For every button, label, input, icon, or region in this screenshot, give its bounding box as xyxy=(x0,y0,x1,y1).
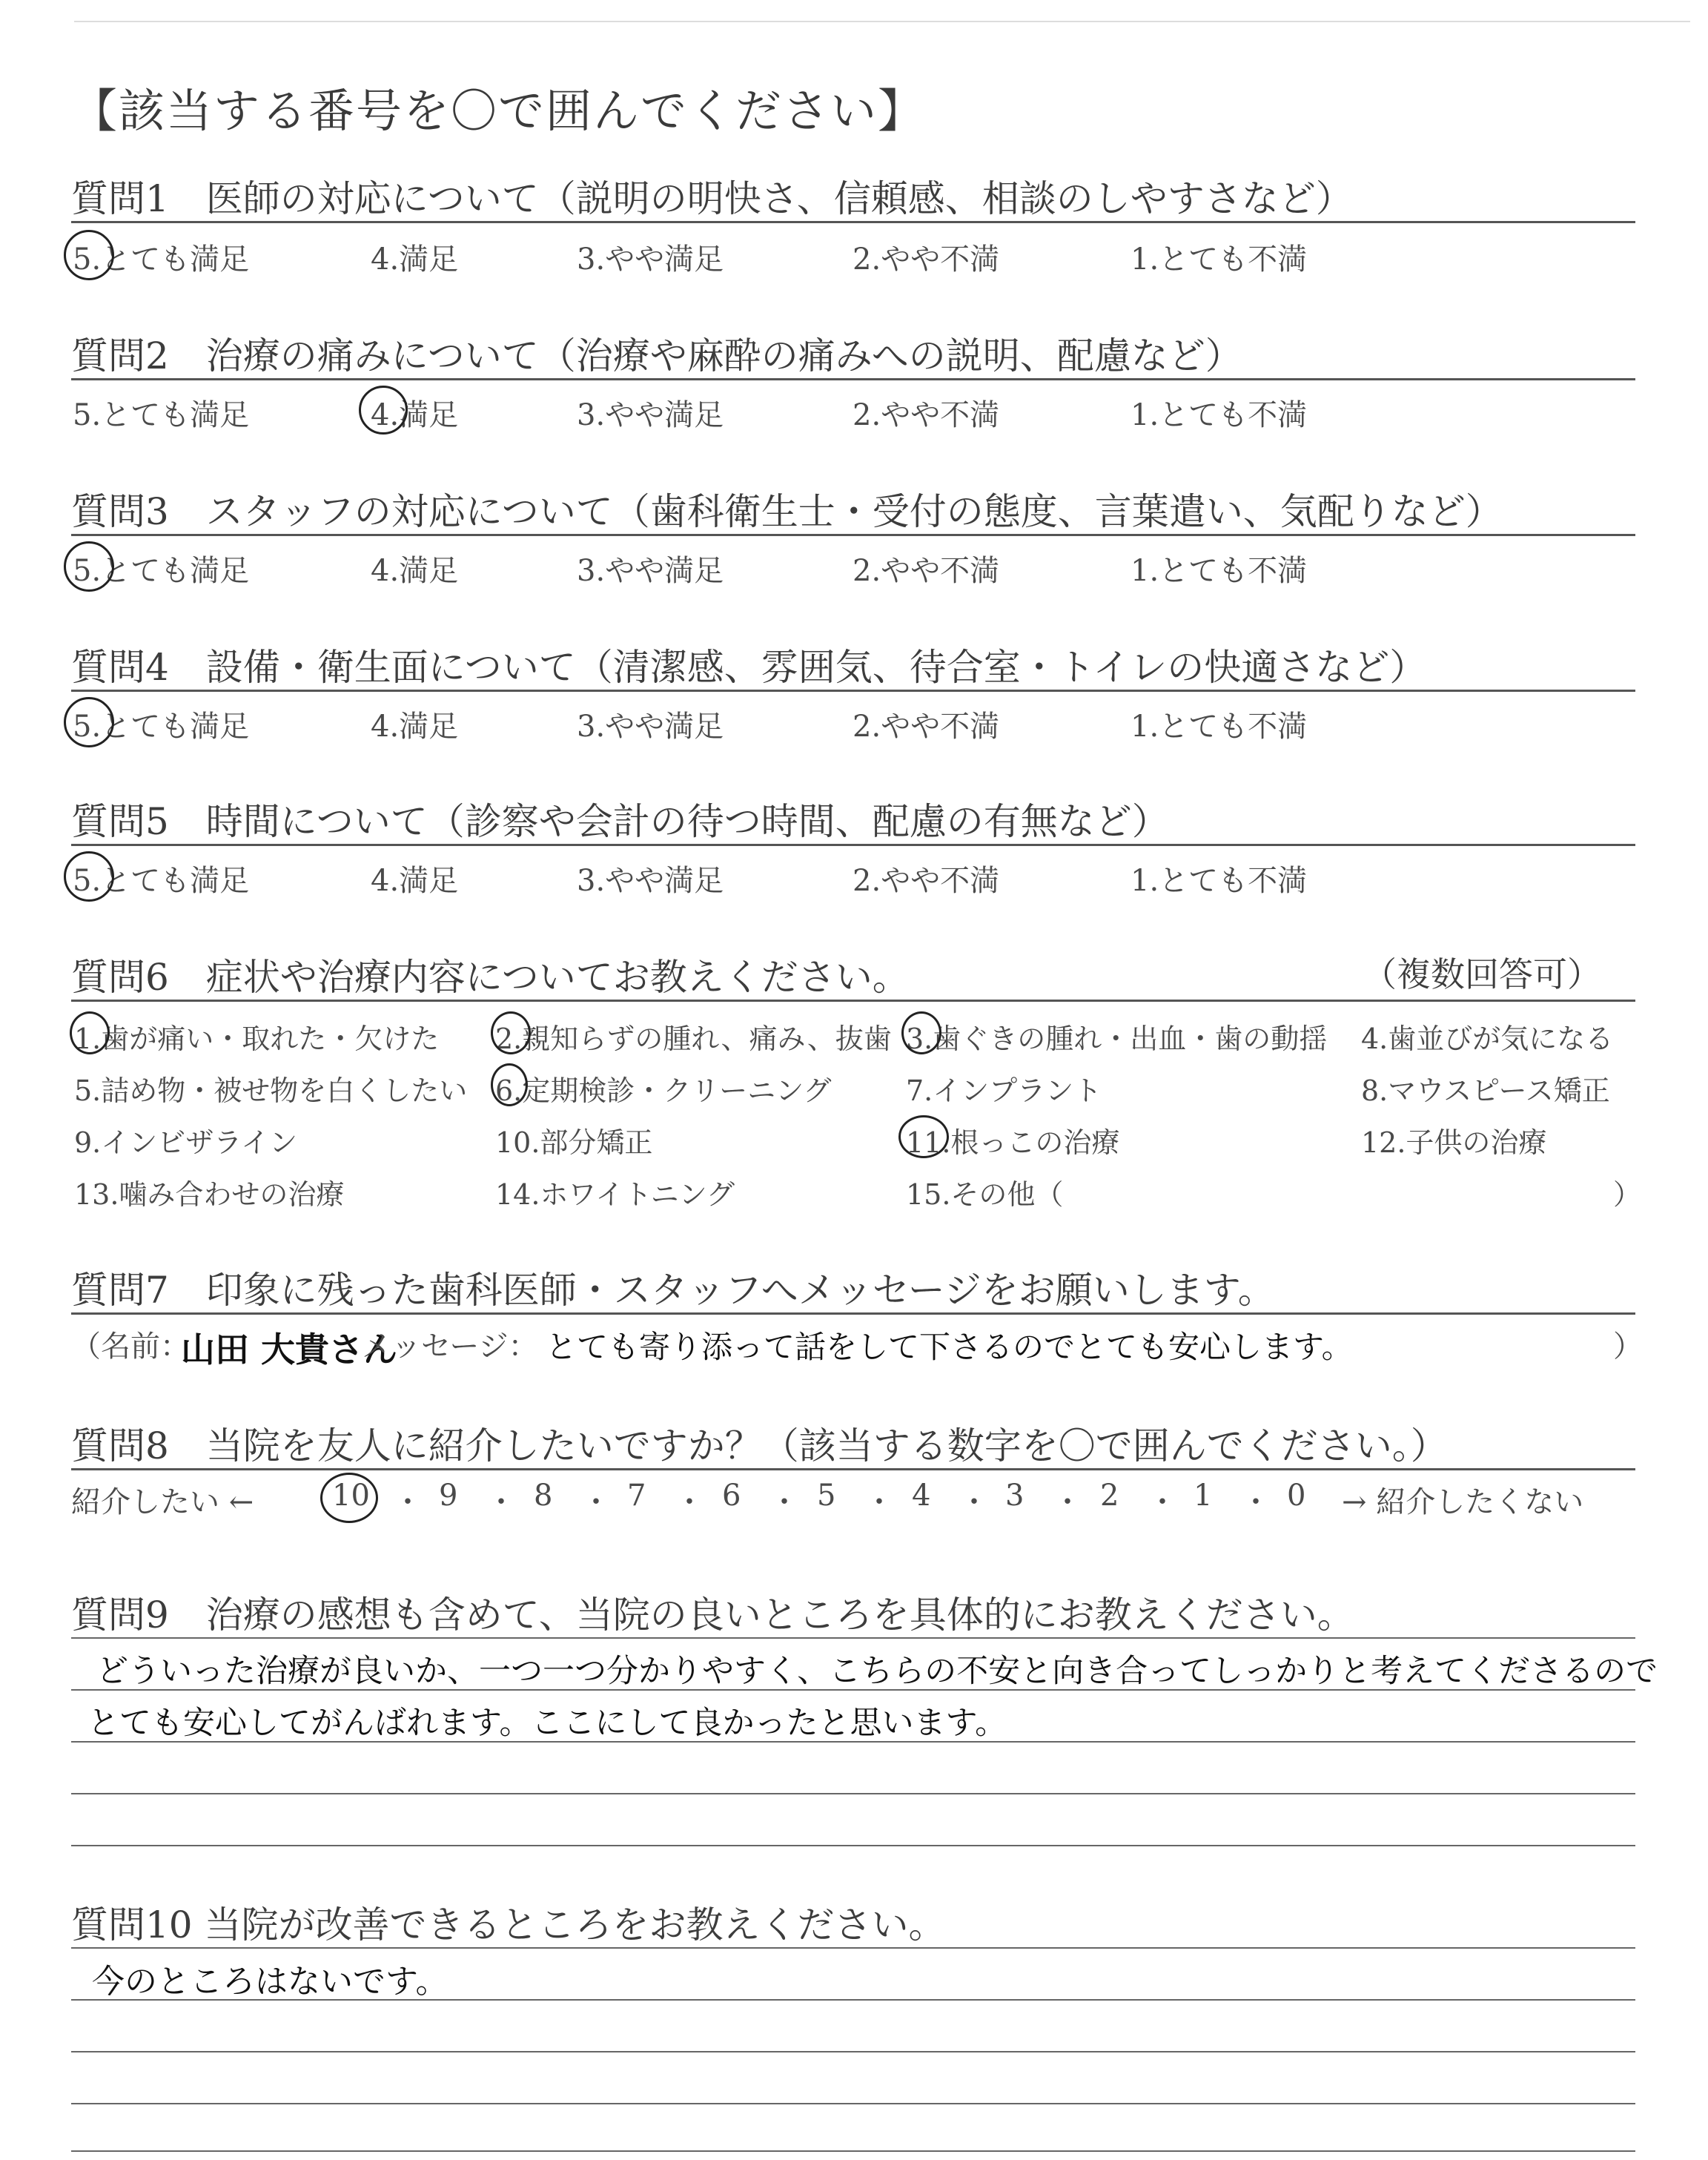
q6-option-15[interactable]: 15.その他（ xyxy=(906,1178,1064,1211)
q5-rule xyxy=(71,844,1635,846)
q1-option-4[interactable]: 4.満足 xyxy=(371,242,459,277)
q5-option-4[interactable]: 4.満足 xyxy=(371,864,459,898)
q5-option-2[interactable]: 2.やや不満 xyxy=(853,864,1000,898)
q2-option-5[interactable]: 5.とても満足 xyxy=(73,398,250,432)
q6-option-2[interactable]: 2.親知らずの腫れ、痛み、抜歯 xyxy=(495,1023,892,1055)
q4-option-1[interactable]: 1.とても不満 xyxy=(1131,710,1308,744)
q6-title: 質問6 症状や治療内容についてお教えください。 xyxy=(71,956,910,999)
top-border xyxy=(74,21,1690,22)
q8-dot: ・ xyxy=(393,1485,423,1519)
q6-circle-6 xyxy=(491,1063,528,1106)
q8-left-label: 紹介したい ← xyxy=(71,1485,254,1519)
q8-title: 質問8 当院を友人に紹介したいですか？（該当する数字を〇で囲んでください。） xyxy=(71,1424,1448,1467)
q8-dot: ・ xyxy=(1053,1485,1082,1519)
q3-rule xyxy=(71,534,1635,536)
q8-dot: ・ xyxy=(769,1485,799,1519)
q3-option-4[interactable]: 4.満足 xyxy=(371,554,459,588)
q8-scale-8[interactable]: 8 xyxy=(534,1479,553,1513)
q4-rule xyxy=(71,690,1635,692)
q8-scale-2[interactable]: 2 xyxy=(1100,1479,1119,1513)
q8-right-label: → 紹介したくない xyxy=(1342,1485,1584,1519)
q6-option-11[interactable]: 11.根っこの治療 xyxy=(906,1126,1120,1159)
q6-option-14[interactable]: 14.ホワイトニング xyxy=(495,1178,735,1211)
q6-option-5[interactable]: 5.詰め物・被せ物を白くしたい xyxy=(74,1074,468,1107)
q6-option-6[interactable]: 6.定期検診・クリーニング xyxy=(495,1074,832,1107)
q7-title: 質問7 印象に残った歯科医師・スタッフへメッセージをお願いします。 xyxy=(71,1269,1275,1312)
q6-circle-3 xyxy=(901,1011,941,1054)
q8-scale-5[interactable]: 5 xyxy=(817,1479,836,1513)
q8-scale-0[interactable]: 0 xyxy=(1287,1479,1306,1513)
q6-note: （複数回答可） xyxy=(1363,954,1601,994)
q6-option-15-close: ） xyxy=(1613,1178,1642,1211)
q7-name-label: （名前： xyxy=(71,1330,190,1364)
q9-line-1 xyxy=(71,1637,1635,1639)
q8-scale-10[interactable]: 10 xyxy=(332,1479,370,1513)
q8-dot: ・ xyxy=(959,1485,989,1519)
q9-answer-line-2[interactable]: とても安心してがんばれます。ここにして良かったと思います。 xyxy=(87,1705,1007,1742)
q3-option-1[interactable]: 1.とても不満 xyxy=(1131,554,1308,588)
q2-rule xyxy=(71,378,1635,380)
q3-title: 質問3 スタッフの対応について（歯科衛生士・受付の態度、言葉遣い、気配りなど） xyxy=(71,490,1503,533)
q9-line-5 xyxy=(71,1845,1635,1846)
q8-scale-4[interactable]: 4 xyxy=(912,1479,931,1513)
q3-selection-circle xyxy=(64,541,114,592)
q8-rule xyxy=(71,1468,1635,1470)
q8-selection-circle xyxy=(320,1473,378,1523)
q8-dot: ・ xyxy=(864,1485,894,1519)
q2-option-4[interactable]: 4.満足 xyxy=(371,398,459,432)
q6-option-4[interactable]: 4.歯並びが気になる xyxy=(1361,1023,1614,1055)
q9-line-4 xyxy=(71,1793,1635,1794)
q8-scale-3[interactable]: 3 xyxy=(1005,1479,1025,1513)
q1-option-1[interactable]: 1.とても不満 xyxy=(1131,242,1308,277)
q6-option-9[interactable]: 9.インビザライン xyxy=(74,1126,298,1159)
q5-option-3[interactable]: 3.やや満足 xyxy=(577,864,724,898)
q6-option-13[interactable]: 13.噛み合わせの治療 xyxy=(74,1178,345,1211)
q10-line-1 xyxy=(71,1947,1635,1949)
q6-circle-2 xyxy=(491,1011,531,1054)
q10-line-3 xyxy=(71,2051,1635,2052)
q2-title: 質問2 治療の痛みについて（治療や麻酔の痛みへの説明、配慮など） xyxy=(71,334,1242,377)
q9-title: 質問9 治療の感想も含めて、当院の良いところを具体的にお教えください。 xyxy=(71,1593,1354,1636)
q6-option-1[interactable]: 1.歯が痛い・取れた・欠けた xyxy=(74,1023,440,1055)
q9-answer-line-1[interactable]: どういった治療が良いか、一つ一つ分かりやすく、こちらの不安と向き合ってしっかりと考えてくださるので xyxy=(96,1653,1658,1690)
q8-scale-9[interactable]: 9 xyxy=(439,1479,458,1513)
q3-option-5[interactable]: 5.とても満足 xyxy=(73,554,250,588)
q10-line-5 xyxy=(71,2150,1635,2152)
q6-circle-1 xyxy=(70,1011,110,1054)
q7-message-label: メッセージ： xyxy=(362,1330,538,1364)
page-heading: 【該当する番号を〇で囲んでください】 xyxy=(71,84,926,138)
q2-option-1[interactable]: 1.とても不満 xyxy=(1131,398,1308,432)
q8-dot: ・ xyxy=(1241,1485,1271,1519)
q4-option-3[interactable]: 3.やや満足 xyxy=(577,710,724,744)
q2-selection-circle xyxy=(359,386,408,435)
q6-option-3[interactable]: 3.歯ぐきの腫れ・出血・歯の動揺 xyxy=(906,1023,1328,1055)
q3-option-3[interactable]: 3.やや満足 xyxy=(577,554,724,588)
q6-rule xyxy=(71,1000,1635,1002)
q5-title: 質問5 時間について（診察や会計の待つ時間、配慮の有無など） xyxy=(71,800,1169,843)
q7-rule xyxy=(71,1312,1635,1315)
q1-option-3[interactable]: 3.やや満足 xyxy=(577,242,724,277)
q10-answer-line-1[interactable]: 今のところはないです。 xyxy=(92,1963,448,2001)
q6-option-8[interactable]: 8.マウスピース矯正 xyxy=(1361,1074,1610,1107)
q10-title: 質問10 当院が改善できるところをお教えください。 xyxy=(71,1903,946,1946)
q4-option-2[interactable]: 2.やや不満 xyxy=(853,710,1000,744)
q5-option-5[interactable]: 5.とても満足 xyxy=(73,864,250,898)
q7-close: ） xyxy=(1613,1330,1643,1364)
q3-option-2[interactable]: 2.やや不満 xyxy=(853,554,1000,588)
q1-selection-circle xyxy=(64,230,114,280)
q2-option-3[interactable]: 3.やや満足 xyxy=(577,398,724,432)
q4-selection-circle xyxy=(64,697,114,747)
q4-option-4[interactable]: 4.満足 xyxy=(371,710,459,744)
q1-option-2[interactable]: 2.やや不満 xyxy=(853,242,1000,277)
q5-option-1[interactable]: 1.とても不満 xyxy=(1131,864,1308,898)
q8-dot: ・ xyxy=(1148,1485,1177,1519)
q8-dot: ・ xyxy=(486,1485,516,1519)
q6-circle-11 xyxy=(898,1115,949,1158)
q4-title: 質問4 設備・衛生面について（清潔感、雰囲気、待合室・トイレの快適さなど） xyxy=(71,646,1427,689)
q5-selection-circle xyxy=(64,851,114,902)
q4-option-5[interactable]: 5.とても満足 xyxy=(73,710,250,744)
q1-title: 質問1 医師の対応について（説明の明快さ、信頼感、相談のしやすさなど） xyxy=(71,177,1353,220)
q8-dot: ・ xyxy=(675,1485,704,1519)
q7-name-value[interactable]: 山田 大貴さん xyxy=(181,1330,398,1370)
q2-option-2[interactable]: 2.やや不満 xyxy=(853,398,1000,432)
q8-scale-7[interactable]: 7 xyxy=(627,1479,646,1513)
q8-scale-1[interactable]: 1 xyxy=(1194,1479,1213,1513)
q8-dot: ・ xyxy=(581,1485,611,1519)
q6-option-12[interactable]: 12.子供の治療 xyxy=(1361,1126,1547,1159)
q10-line-4 xyxy=(71,2103,1635,2104)
q6-option-7[interactable]: 7.インプラント xyxy=(906,1074,1102,1107)
q1-rule xyxy=(71,221,1635,223)
q1-option-5[interactable]: 5.とても満足 xyxy=(73,242,250,277)
q7-message-value[interactable]: とても寄り添って話をして下さるのでとても安心します。 xyxy=(546,1329,1353,1365)
q8-scale-6[interactable]: 6 xyxy=(722,1479,741,1513)
q6-option-10[interactable]: 10.部分矯正 xyxy=(495,1126,653,1159)
